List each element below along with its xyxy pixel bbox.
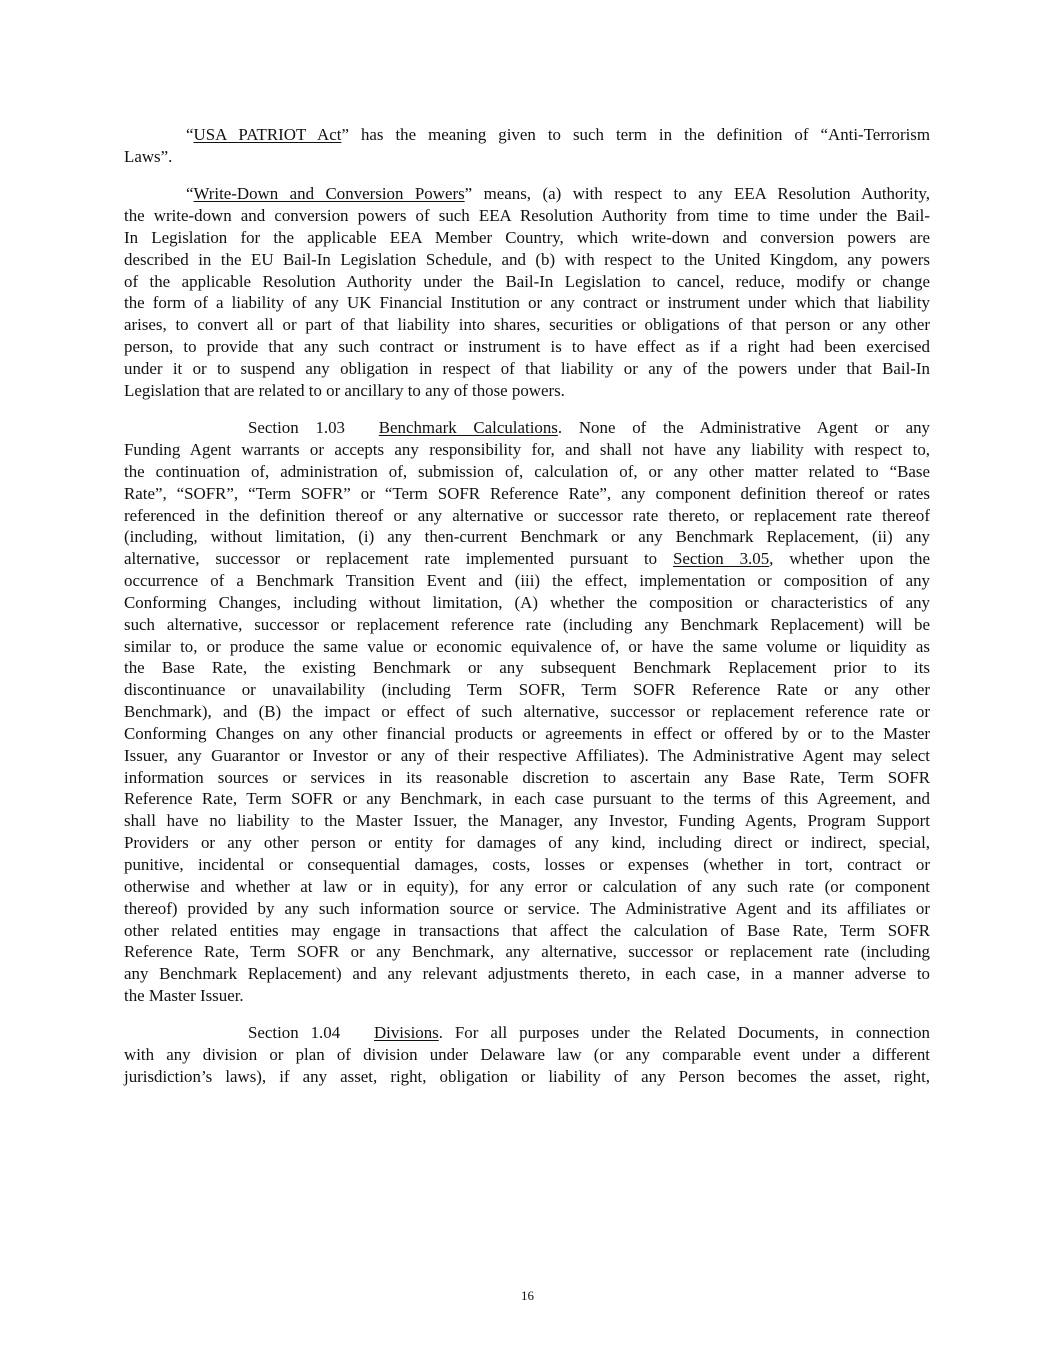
text-run: described in the EU Bail-In Legislation Schedule, and (b) with respect to the United Kingdom, any powers [124, 249, 930, 269]
text-run: Providers or any other person or entity for damages of any kind, including direct or indirect, special, [124, 833, 930, 853]
section-1-04-divisions [124, 1022, 930, 1088]
defined-term: USA PATRIOT Act [193, 125, 342, 144]
text-line [124, 146, 930, 168]
text-run [345, 418, 379, 437]
text-run: the continuation of, administration of, submission of, calculation of, or any other matter related to “Base [124, 461, 930, 481]
text-line [124, 636, 930, 658]
text-run: ” means, (a) with respect to any EEA Resolution Authority, [464, 184, 930, 204]
text-run: , whether upon the [769, 549, 930, 569]
text-line [124, 570, 930, 592]
text-run: other related entities may engage in transactions that affect the calculation of Base Rate, Term SOFR [124, 920, 930, 940]
text-line [124, 723, 930, 745]
text-line [124, 898, 930, 920]
text-run: Section 1.04 [248, 1023, 341, 1043]
text-run: Section 1.03 [248, 418, 345, 438]
text-run: Conforming Changes, including without limitation, (A) whether the composition or characteristics of any [124, 592, 930, 612]
section-1-03-benchmark-calculations [124, 417, 930, 1007]
text-run: In Legislation for the applicable EEA Member Country, which write-down and conversion powers are [124, 227, 930, 247]
text-line [124, 205, 930, 227]
text-line [124, 1066, 930, 1088]
defined-term: Section 3.05 [673, 549, 770, 569]
text-run: otherwise and whether at law or in equity), for any error or calculation of any such rate (or component [124, 876, 930, 896]
text-line [124, 548, 930, 570]
text-line [124, 985, 930, 1007]
text-run: under it or to suspend any obligation in respect of that liability or any of the powers under that Bail-In [124, 358, 930, 378]
text-line [124, 810, 930, 832]
text-line [124, 292, 930, 314]
text-run: thereof) provided by any such information source or service. The Administrative Agent and its affiliates or [124, 898, 930, 918]
text-run: “ [186, 125, 194, 144]
text-line [124, 701, 930, 723]
text-run: alternative, successor or replacement rate implemented pursuant to [124, 549, 674, 569]
text-line [124, 336, 930, 358]
text-line [124, 1044, 930, 1066]
text-run: (including, without limitation, (i) any then-current Benchmark or any Benchmark Replacement, (ii) any [124, 527, 930, 547]
text-line [124, 920, 930, 942]
text-run: . For all purposes under the Related Documents, in connection [438, 1023, 930, 1043]
text-run: any Benchmark Replacement) and any relevant adjustments thereto, in each case, in a manner adverse to [124, 964, 930, 984]
text-line [124, 832, 930, 854]
text-line [124, 854, 930, 876]
text-line [124, 679, 930, 701]
text-line [124, 358, 930, 380]
text-line [124, 271, 930, 293]
text-line [124, 183, 930, 205]
text-run: “ [186, 184, 194, 204]
text-run: the form of a liability of any UK Financial Institution or any contract or instrument under which that liability [124, 293, 930, 313]
text-line [124, 227, 930, 249]
defined-term: Benchmark Calculations [378, 418, 558, 438]
text-run: Legislation that are related to or ancillary to any of those powers. [124, 380, 565, 400]
text-line [124, 767, 930, 789]
text-line [124, 745, 930, 767]
text-run: such alternative, successor or replacement reference rate (including any Benchmark Replacement) will be [124, 614, 930, 634]
text-line [124, 461, 930, 483]
text-run: Rate”, “SOFR”, “Term SOFR” or “Term SOFR Reference Rate”, any component definition thereof or rates [124, 483, 930, 503]
text-run: Conforming Changes on any other financial products or agreements in effect or offered by or to the Master [124, 723, 930, 743]
text-line [124, 614, 930, 636]
text-line [124, 592, 930, 614]
text-line [124, 439, 930, 461]
text-line [124, 483, 930, 505]
text-run: referenced in the definition thereof or any alternative or successor rate thereto, or replacement rate thereof [124, 505, 930, 525]
text-run: ” has the meaning given to such term in the definition of “Anti-Terrorism [341, 125, 931, 144]
text-run: arises, to convert all or part of that liability into shares, securities or obligations of that person or any other [124, 315, 930, 335]
text-run: jurisdiction’s laws), if any asset, right, obligation or liability of any Person becomes the asset, right, [124, 1067, 930, 1087]
defined-term: Write-Down and Conversion Powers [193, 184, 465, 204]
text-line [124, 876, 930, 898]
text-run: of the applicable Resolution Authority under the Bail-In Legislation to cancel, reduce, modify or change [124, 271, 930, 291]
text-line [124, 963, 930, 985]
text-run: with any division or plan of division under Delaware law (or any comparable event under a different [124, 1045, 930, 1065]
text-run: Reference Rate, Term SOFR or any Benchmark, in each case pursuant to the terms of this Agreement, and [124, 789, 930, 809]
text-run [340, 1023, 374, 1042]
text-line [124, 657, 930, 679]
text-run: the Base Rate, the existing Benchmark or any subsequent Benchmark Replacement prior to its [124, 658, 930, 678]
text-run: shall have no liability to the Master Issuer, the Manager, any Investor, Funding Agents, Program Support [124, 811, 930, 831]
text-run: Benchmark), and (B) the impact or effect of such alternative, successor or replacement reference rate or [124, 702, 930, 722]
text-run: person, to provide that any such contract or instrument is to have effect as if a right had been exercised [124, 337, 930, 357]
definition-write-down-and-conversion-powers [124, 183, 930, 401]
text-run: discontinuance or unavailability (including Term SOFR, Term SOFR Reference Rate or any other [124, 680, 930, 700]
text-run: Issuer, any Guarantor or Investor or any of their respective Affiliates). The Administrative Agent may select [124, 745, 930, 765]
text-run: Funding Agent warrants or accepts any responsibility for, and shall not have any liability with respect to, [124, 439, 930, 459]
text-run: punitive, incidental or consequential damages, costs, losses or expenses (whether in tort, contract or [124, 855, 930, 874]
text-run: similar to, or produce the same value or economic equivalence of, or have the same volume or liquidity as [124, 636, 930, 656]
text-run: information sources or services in its reasonable discretion to ascertain any Base Rate, Term SOFR [124, 767, 930, 787]
text-run: Reference Rate, Term SOFR or any Benchmark, any alternative, successor or replacement rate (including [124, 942, 930, 962]
text-line [124, 380, 930, 402]
text-line [124, 124, 930, 146]
text-run: . None of the Administrative Agent or any [557, 418, 930, 438]
text-line [124, 314, 930, 336]
text-line [124, 1022, 930, 1044]
text-run: the Master Issuer. [124, 986, 244, 1006]
definition-usa-patriot-act [124, 124, 930, 168]
text-line [124, 788, 930, 810]
text-run: the write-down and conversion powers of such EEA Resolution Authority from time to time under the Bail- [124, 206, 930, 226]
text-line [124, 249, 930, 271]
text-run: Laws”. [124, 146, 173, 166]
page-number: 16 [521, 1288, 534, 1303]
text-line [124, 941, 930, 963]
document-body [124, 124, 930, 1103]
text-line [124, 505, 930, 527]
defined-term: Divisions [373, 1023, 439, 1043]
text-run: occurrence of a Benchmark Transition Event and (iii) the effect, implementation or composition of any [124, 571, 930, 591]
text-line [124, 526, 930, 548]
text-line [124, 417, 930, 439]
